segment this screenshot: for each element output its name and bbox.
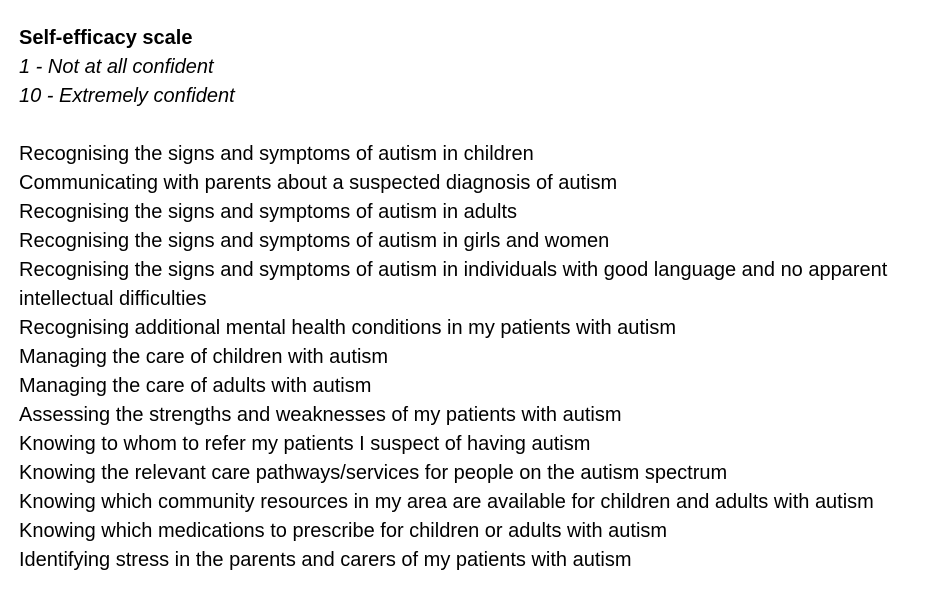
list-item: Identifying stress in the parents and carers of my patients with autism	[19, 549, 632, 571]
document-body	[19, 24, 919, 575]
list-item: Communicating with parents about a suspected diagnosis of autism	[19, 172, 618, 194]
list-item: Knowing the relevant care pathways/services for people on the autism spectrum	[19, 462, 728, 484]
list-item: Knowing to whom to refer my patients I suspect of having autism	[19, 433, 591, 455]
scale-max-label: 10 - Extremely confident	[19, 85, 235, 107]
list-item: Recognising the signs and symptoms of autism in adults	[19, 201, 518, 223]
list-item: Knowing which community resources in my area are available for children and adults with autism	[19, 491, 874, 513]
list-item: Recognising the signs and symptoms of autism in girls and women	[19, 230, 610, 252]
scale-min-label: 1 - Not at all confident	[19, 56, 214, 78]
list-item: Recognising the signs and symptoms of autism in children	[19, 143, 534, 165]
document-title: Self-efficacy scale	[19, 27, 193, 49]
list-item: Assessing the strengths and weaknesses of my patients with autism	[19, 404, 622, 426]
list-item: Knowing which medications to prescribe for children or adults with autism	[19, 520, 668, 542]
list-item: Recognising additional mental health conditions in my patients with autism	[19, 317, 677, 339]
list-item: Recognising the signs and symptoms of autism in individuals with good language and no apparent intellectual difficulties	[19, 259, 888, 310]
list-item: Managing the care of adults with autism	[19, 375, 372, 397]
paragraph-spacer	[19, 111, 919, 140]
item-list	[19, 140, 919, 575]
list-item: Managing the care of children with autism	[19, 346, 389, 368]
